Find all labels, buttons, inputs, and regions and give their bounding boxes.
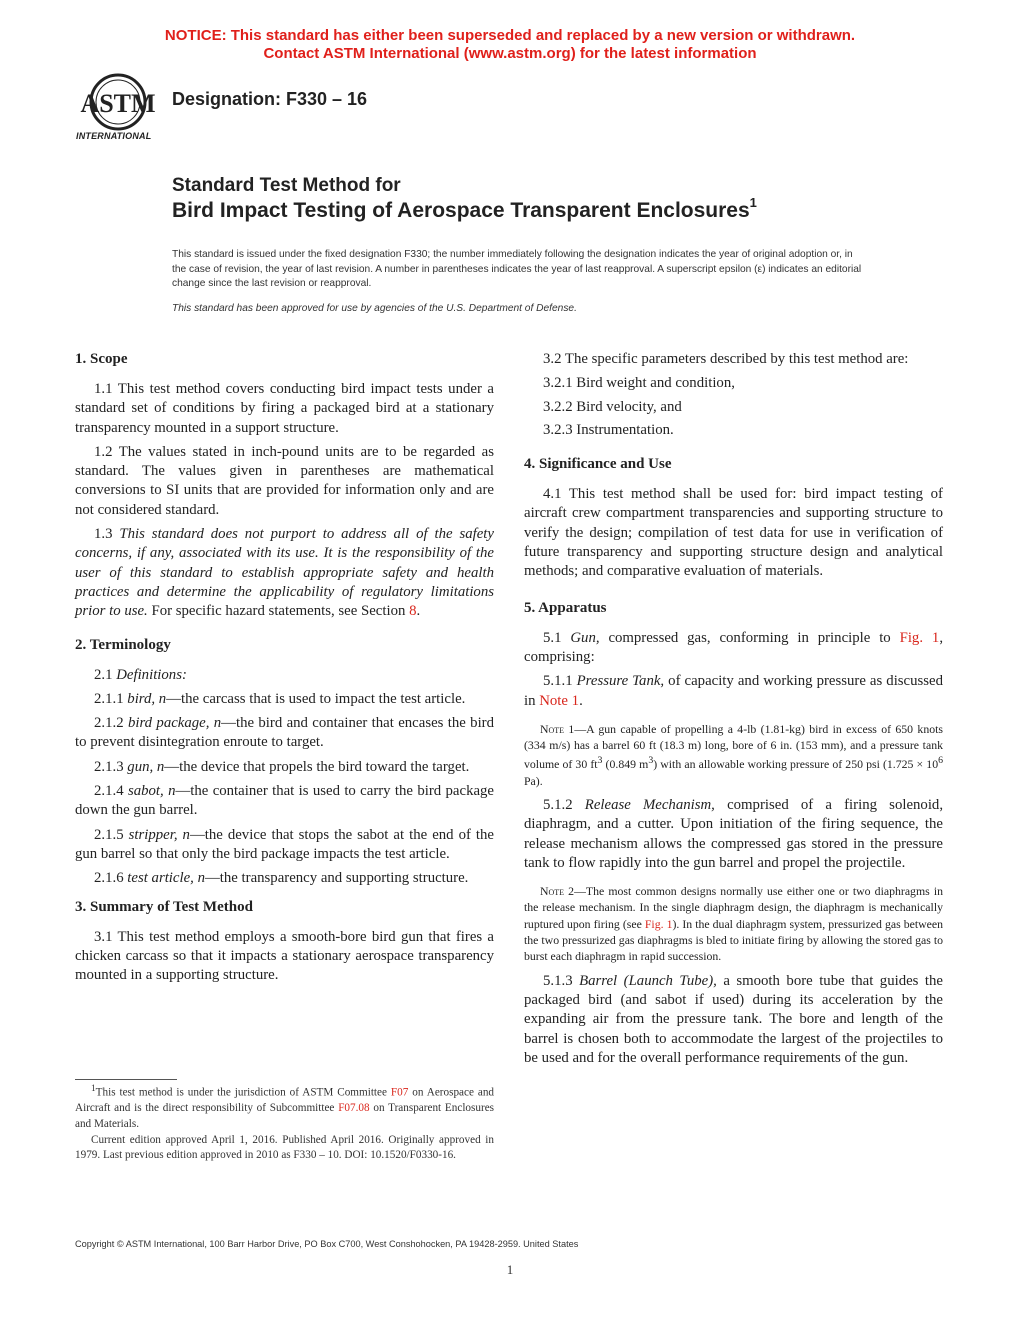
definition-gun xyxy=(75,758,494,777)
item-text: a smooth bore tube that guides the packaged bird (and sabot if used) during its acceleration by the expanding air from the pressure tank. The bore and length of the barrel is chosen both to accommodate the largest of the projectiles to be used and for the overall performance requirements of the gun. xyxy=(524,972,943,1066)
definition-text: —the bird and container that encases the bird to prevent disintegration enroute to target. xyxy=(75,715,495,751)
item-term: Release Mechanism, xyxy=(584,796,715,813)
left-column xyxy=(75,350,494,990)
paragraph-number: 5.1.3 xyxy=(543,972,573,989)
section-heading-significance: 4. Significance and Use xyxy=(524,456,672,473)
item-term: Pressure Tank, xyxy=(576,673,665,690)
paragraph-5-1-2 xyxy=(524,796,943,873)
paragraph-5-1-1: 5.1.1 Pressure Tank, of capacity and working pressure as discussed in Note 1. xyxy=(524,673,944,709)
hazard-ref-text: For specific hazard statements, see Section xyxy=(151,603,406,620)
logo-subtext: INTERNATIONAL xyxy=(76,131,152,141)
note-1-link[interactable]: Note 1 xyxy=(539,692,580,709)
committee-f07-link[interactable]: F07 xyxy=(390,1086,409,1099)
safety-caveat: This standard does not purport to address all of the safety concerns, if any, associated with its use. It is the responsibility of the user of this standard to establish appropriate safety and health practices and determine the applicability of regulatory limitations prior to use. xyxy=(75,526,494,620)
footnote-edition: Current edition approved April 1, 2016. Published April 2016. Originally approved in 1979. Last previous edition approved in 2010 as F330 – 10. DOI: 10.1520/F0330-16. xyxy=(75,1133,494,1162)
paragraph-5-1 xyxy=(524,629,943,668)
item-term: Gun, xyxy=(570,629,600,646)
definition-text: —the device that propels the bird toward the target. xyxy=(164,758,470,775)
list-item: 3.2.1 Bird weight and condition, xyxy=(543,375,735,392)
right-column xyxy=(524,350,943,1073)
note-label: Note 1 xyxy=(540,721,575,736)
paragraph-3-2: 3.2 The specific parameters described by this test method are: xyxy=(543,351,909,367)
superscript: 3 xyxy=(648,755,654,767)
definition-term: test article, n xyxy=(127,870,205,887)
footnote-1 xyxy=(75,1082,494,1133)
paragraph-3-1: 3.1 This test method employs a smooth-bore bird gun that fires a chicken carcass so that it impacts a stationary aerospace transparency mounted in a supporting structure. xyxy=(75,928,494,984)
definitions-label: Definitions: xyxy=(116,666,187,683)
definition-number: 2.1.1 xyxy=(94,690,124,707)
definition-number: 2.1.6 xyxy=(94,870,124,887)
footnote-text: on Aerospace and Aircraft and is the direct responsibility of Subcommittee xyxy=(75,1086,495,1115)
copyright: Copyright © ASTM International, 100 Barr Harbor Drive, PO Box C700, West Conshohocken, PA 19428-2959. United States xyxy=(75,1239,579,1249)
definition-number: 2.1.4 xyxy=(94,783,124,800)
paragraph-5-1-3 xyxy=(524,972,943,1068)
list-item: 3.2.3 Instrumentation. xyxy=(543,421,674,438)
definition-bird xyxy=(75,690,494,709)
notice-line-1: NOTICE: This standard has either been superseded and replaced by a new version or withdrawn. xyxy=(164,27,856,44)
paragraph-2-1 xyxy=(75,666,494,685)
title-line-1: Standard Test Method for xyxy=(172,175,401,196)
definition-text: —the device that stops the sabot at the end of the gun barrel so that only the bird package impacts the test article. xyxy=(75,826,494,862)
footnote-text: This test method is under the jurisdiction of ASTM Committee xyxy=(95,1086,387,1099)
definition-stripper xyxy=(75,826,494,865)
notice-line-2: Contact ASTM International (www.astm.org) for the latest information xyxy=(263,45,757,62)
fig-1-link[interactable]: Fig. 1 xyxy=(644,916,673,931)
paragraph-number: 5.1 xyxy=(543,629,562,646)
section-8-link[interactable]: 8 xyxy=(409,603,417,620)
note-1 xyxy=(524,721,943,789)
item-text: of capacity and working pressure as discussed in xyxy=(524,673,944,709)
approved-note: This standard has been approved for use by agencies of the U.S. Department of Defense. xyxy=(172,303,577,314)
definition-term: stripper, n xyxy=(128,826,190,843)
supersession-notice xyxy=(0,27,1020,63)
definition-number: 2.1.2 xyxy=(94,715,124,732)
paragraph-1-2: 1.2 The values stated in inch-pound units are to be regarded as standard. The values given in parentheses are mathematical conversions to SI units that are provided for information only and are not considered standard. xyxy=(75,443,494,518)
designation: Designation: F330 – 16 xyxy=(172,89,368,109)
definition-term: sabot, n xyxy=(127,783,176,800)
item-text: comprised of a firing solenoid, diaphragm, and a cutter. Upon initiation of the firing sequence, the release mechanism allows the compressed gas stored in the pressure tank to flow rapidly into the gun barrel and propel the projectile. xyxy=(524,796,944,871)
superscript: 6 xyxy=(938,755,944,767)
paragraph-number: 5.1.1 xyxy=(543,673,573,690)
note-text: (0.849 m xyxy=(602,757,649,772)
section-heading-summary: 3. Summary of Test Method xyxy=(75,898,253,915)
definition-term: bird, n xyxy=(127,690,167,707)
definition-text: —the transparency and supporting structure. xyxy=(204,870,469,887)
section-heading-scope: 1. Scope xyxy=(75,351,128,367)
item-text-tail: , comprising: xyxy=(524,629,944,665)
note-label: Note 2 xyxy=(540,884,575,899)
footnote-text: on Transparent Enclosures and Materials. xyxy=(75,1102,495,1130)
note-2 xyxy=(524,883,943,964)
definition-text: —the carcass that is used to impact the test article. xyxy=(166,690,466,707)
page-number: 1 xyxy=(506,1262,514,1277)
definition-term: bird package, n xyxy=(127,715,222,732)
definition-sabot xyxy=(75,782,494,821)
paragraph-number: 1.3 xyxy=(94,526,113,543)
issued-note: This standard is issued under the fixed designation F330; the number immediately following the designation indicates the year of original adoption or, in the case of revision, the year of last revision. A number in parentheses indicates the year of last reapproval. A superscript epsilon (ε) indicates an editorial change since the last revision or reapproval. xyxy=(172,249,862,289)
item-text: compressed gas, conforming in principle to xyxy=(608,629,891,646)
paragraph-4-1: 4.1 This test method shall be used for: bird impact testing of aircraft crew compartment transparencies and supporting structure to verify the design; compilation of test data for use in verification of future transparency and supporting structure design and analytical methods; and comparative evaluation of materials. xyxy=(524,486,943,580)
footnote-rule xyxy=(75,1079,177,1080)
paragraph-1-1: 1.1 This test method covers conducting bird impact tests under a standard set of conditions by firing a packaged bird at a stationary transparency mounted in a support structure. xyxy=(75,381,494,436)
note-text: —The most common designs normally use either one or two diaphragms in the release mechanism. In the single diaphragm design, the diaphragm is mechanically ruptured upon firing (see xyxy=(524,884,944,931)
logo-wordmark: ASTM xyxy=(80,89,156,118)
definition-test-article xyxy=(75,869,494,888)
list-item: 3.2.2 Bird velocity, and xyxy=(543,398,682,415)
note-text: —A gun capable of propelling a 4-lb (1.81-kg) bird in excess of 650 knots (334 m/s) has a barrel 60 ft (18.3 m) long, bore of 6 in. (153 mm), and a pressure tank volume of 30 ft xyxy=(524,721,943,772)
title-line-2 xyxy=(172,195,757,223)
definition-bird-package xyxy=(75,714,494,753)
note-text: Pa). xyxy=(524,773,543,788)
paragraph-number: 5.1.2 xyxy=(543,796,573,813)
paragraph-number: 2.1 xyxy=(94,666,113,683)
footnote xyxy=(75,1079,494,1164)
section-heading-apparatus: 5. Apparatus xyxy=(524,599,607,616)
fig-1-link[interactable]: Fig. 1 xyxy=(899,629,940,646)
note-text: ) with an allowable working pressure of 250 psi (1.725 × 10 xyxy=(653,757,939,772)
definition-text: —the container that is used to carry the bird package down the gun barrel. xyxy=(75,783,494,819)
superscript: 3 xyxy=(597,755,603,767)
item-term: Barrel (Launch Tube), xyxy=(579,972,717,989)
definition-term: gun, n xyxy=(127,758,165,775)
subcommittee-f07-08-link[interactable]: F07.08 xyxy=(338,1102,370,1115)
footnote-mark: 1 xyxy=(91,1084,96,1094)
title-footnote-mark: 1 xyxy=(749,195,757,210)
title-main: Bird Impact Testing of Aerospace Transparent Enclosures xyxy=(172,199,750,222)
section-heading-terminology: 2. Terminology xyxy=(75,636,171,653)
definition-number: 2.1.5 xyxy=(94,826,124,843)
definition-number: 2.1.3 xyxy=(94,758,124,775)
paragraph-1-3: 1.3 This standard does not purport to address all of the safety concerns, if any, associated with its use. It is the responsibility of the user of this standard to establish appropriate safety and health practices and determine the applicability of regulatory limitations prior to use. For specific hazard statements, see Section 8. xyxy=(75,526,494,620)
note-text: ). In the dual diaphragm system, pressurized gas between the two pressurized gas diaphragms is bled to initiate firing by allowing the stored gas to burst each diaphragm in rapid succession. xyxy=(524,916,943,964)
